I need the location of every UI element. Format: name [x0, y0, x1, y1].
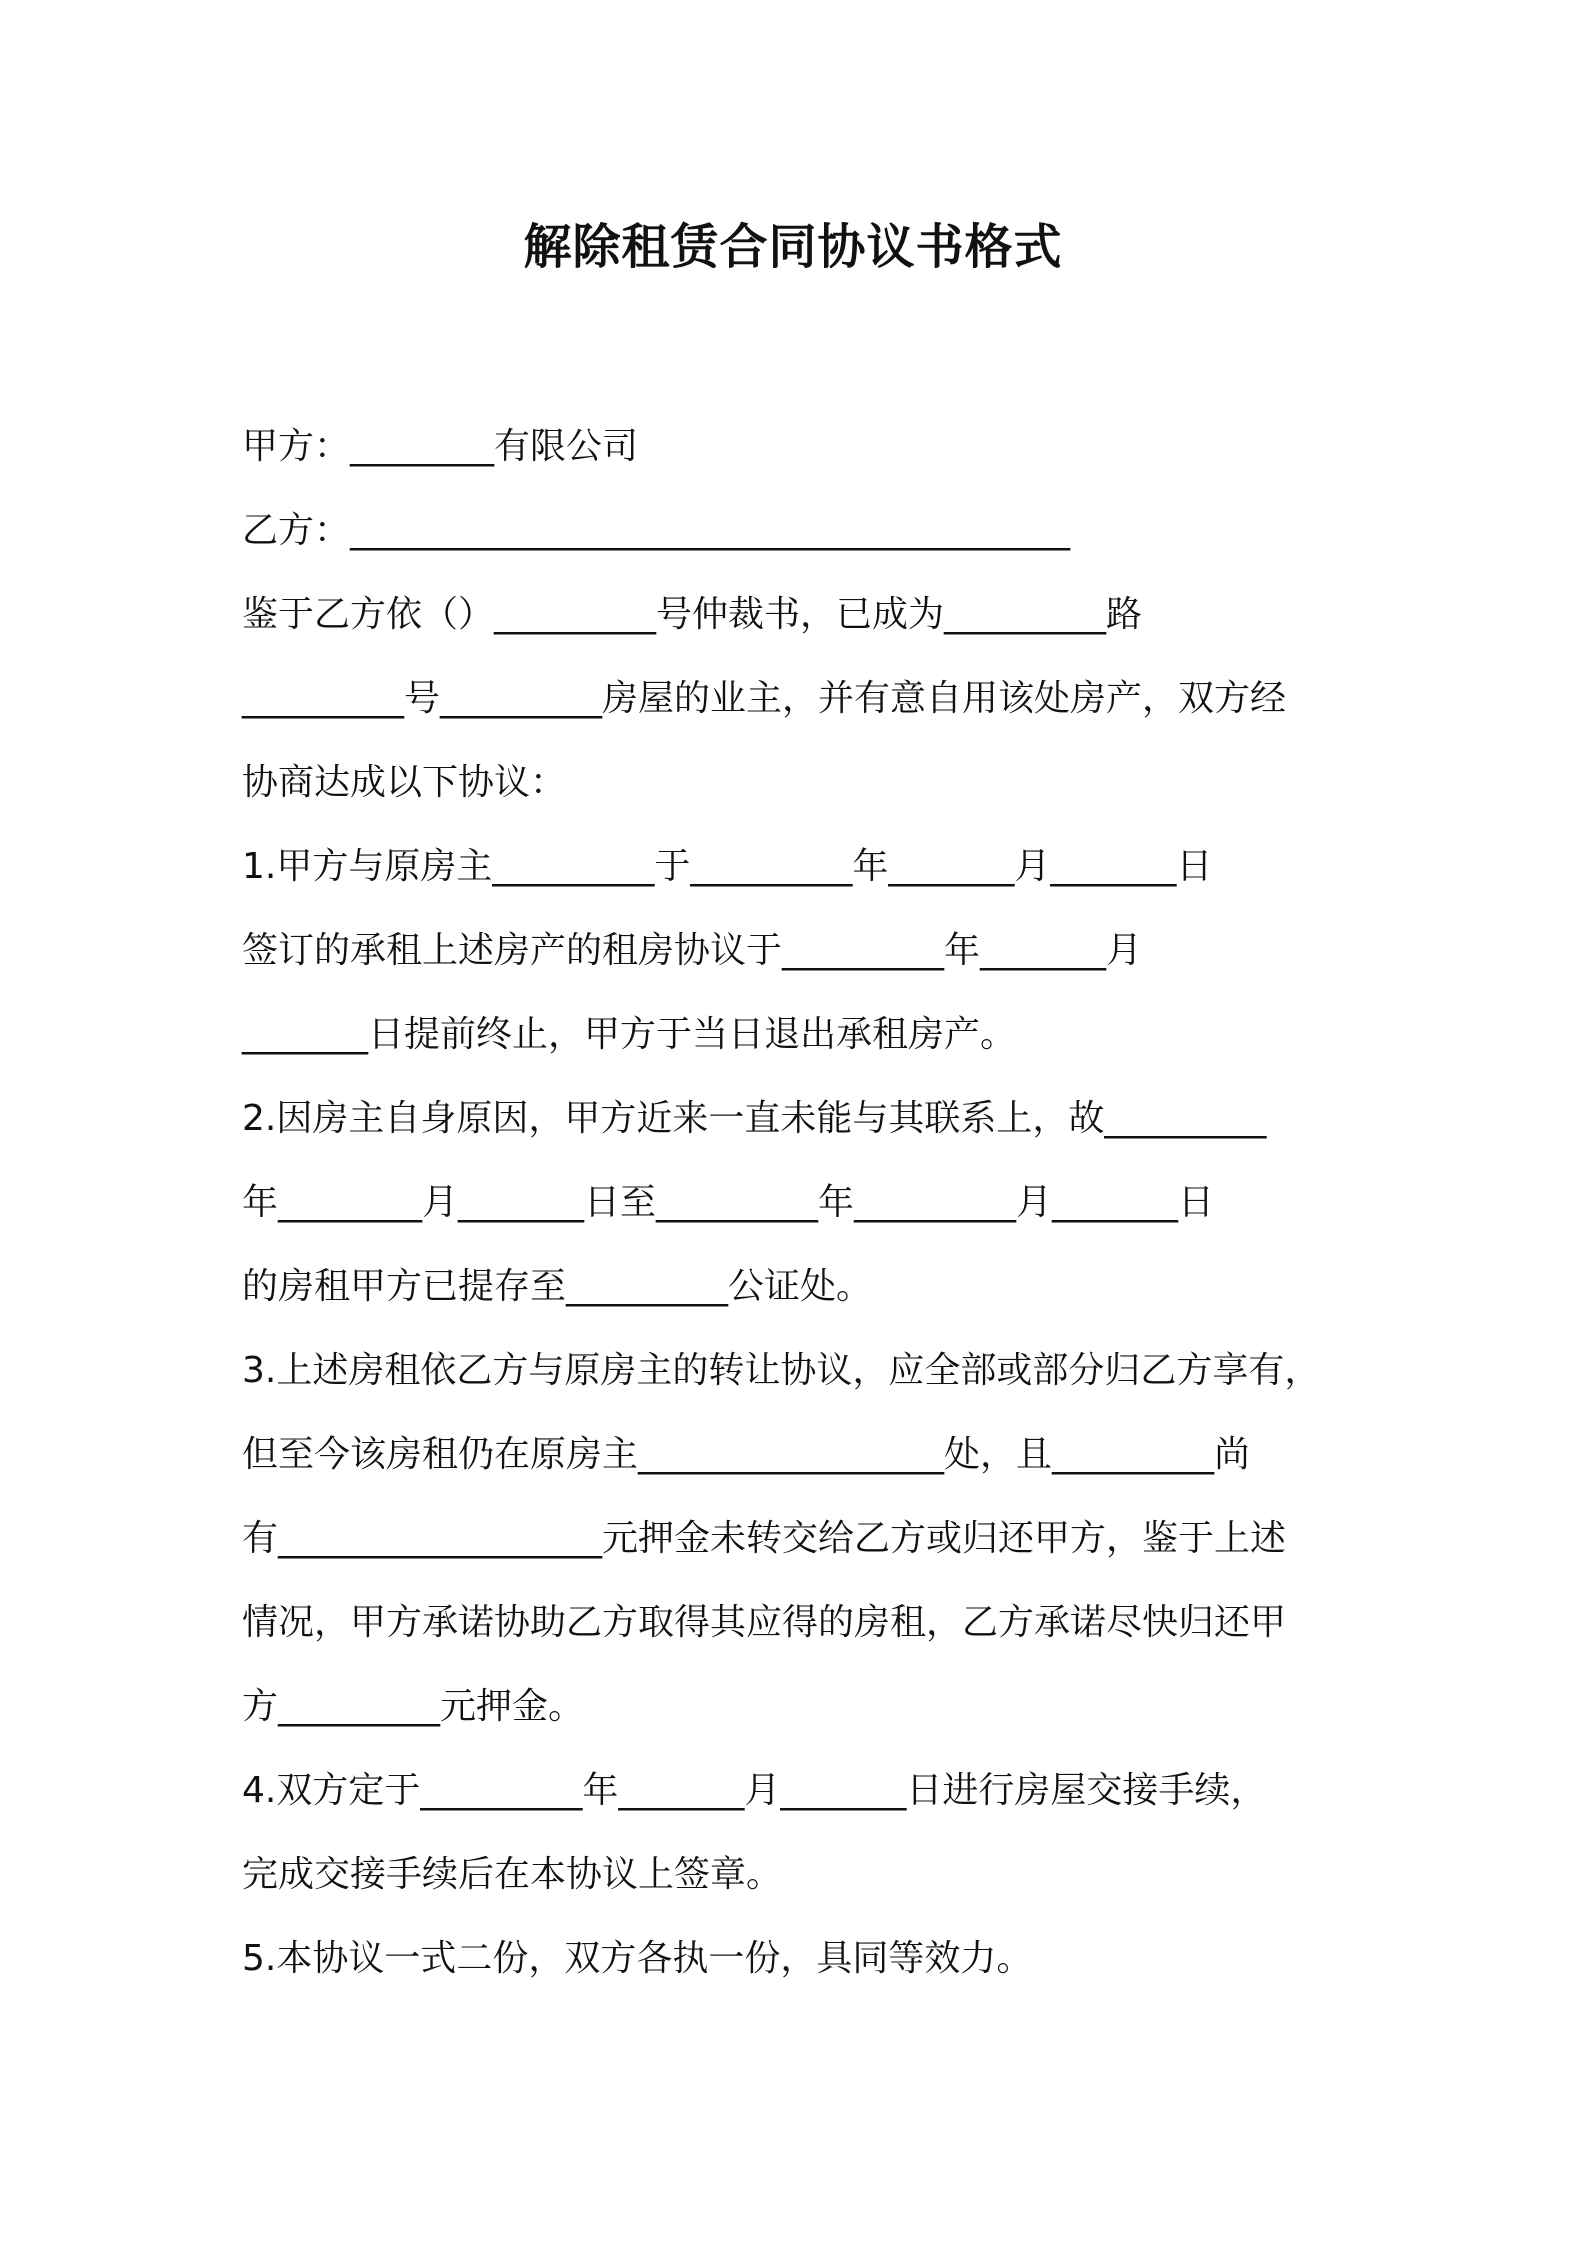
clause-5-line: 5.本协议一式二份，双方各执一份，具同等效力。 — [242, 1938, 1033, 1979]
clause-2-line: 的房租甲方已提存至_________公证处。 — [242, 1266, 873, 1307]
party-b-line: 乙方：________________________________________ — [242, 510, 1071, 551]
clause-3-line: 有__________________元押金未转交给乙方或归还甲方，鉴于上述 — [242, 1518, 1287, 1559]
preamble-line: 鉴于乙方依（）_________号仲裁书，已成为_________路 — [242, 594, 1143, 635]
clause-2-line: 2.因房主自身原因，甲方近来一直未能与其联系上，故_________ — [242, 1098, 1267, 1139]
document-body — [242, 405, 1362, 2001]
clause-1-line: 签订的承租上述房产的租房协议于_________年_______月 — [242, 930, 1143, 971]
preamble-line: 协商达成以下协议： — [242, 762, 567, 803]
clause-3-line: 3.上述房租依乙方与原房主的转让协议，应全部或部分归乙方享有， — [242, 1350, 1321, 1391]
clause-1-line: _______日提前终止，甲方于当日退出承租房产。 — [242, 1014, 1017, 1055]
preamble-line: _________号_________房屋的业主，并有意自用该处房产，双方经 — [242, 678, 1287, 719]
document-title: 解除租赁合同协议书格式 — [523, 219, 1063, 275]
clause-4-line: 完成交接手续后在本协议上签章。 — [242, 1854, 783, 1895]
clause-3-line: 方_________元押金。 — [242, 1686, 585, 1727]
clause-1-line: 1.甲方与原房主_________于_________年_______月_______日 — [242, 846, 1213, 887]
clause-4-line: 4.双方定于_________年_______月_______日进行房屋交接手续， — [242, 1770, 1267, 1811]
party-a-line: 甲方：________有限公司 — [242, 426, 639, 467]
clause-3-line: 但至今该房租仍在原房主_________________处，且_________尚 — [242, 1434, 1251, 1475]
clause-2-line: 年________月_______日至_________年_________月_______日 — [242, 1182, 1214, 1223]
clause-3-line: 情况，甲方承诺协助乙方取得其应得的房租，乙方承诺尽快归还甲 — [242, 1602, 1287, 1643]
